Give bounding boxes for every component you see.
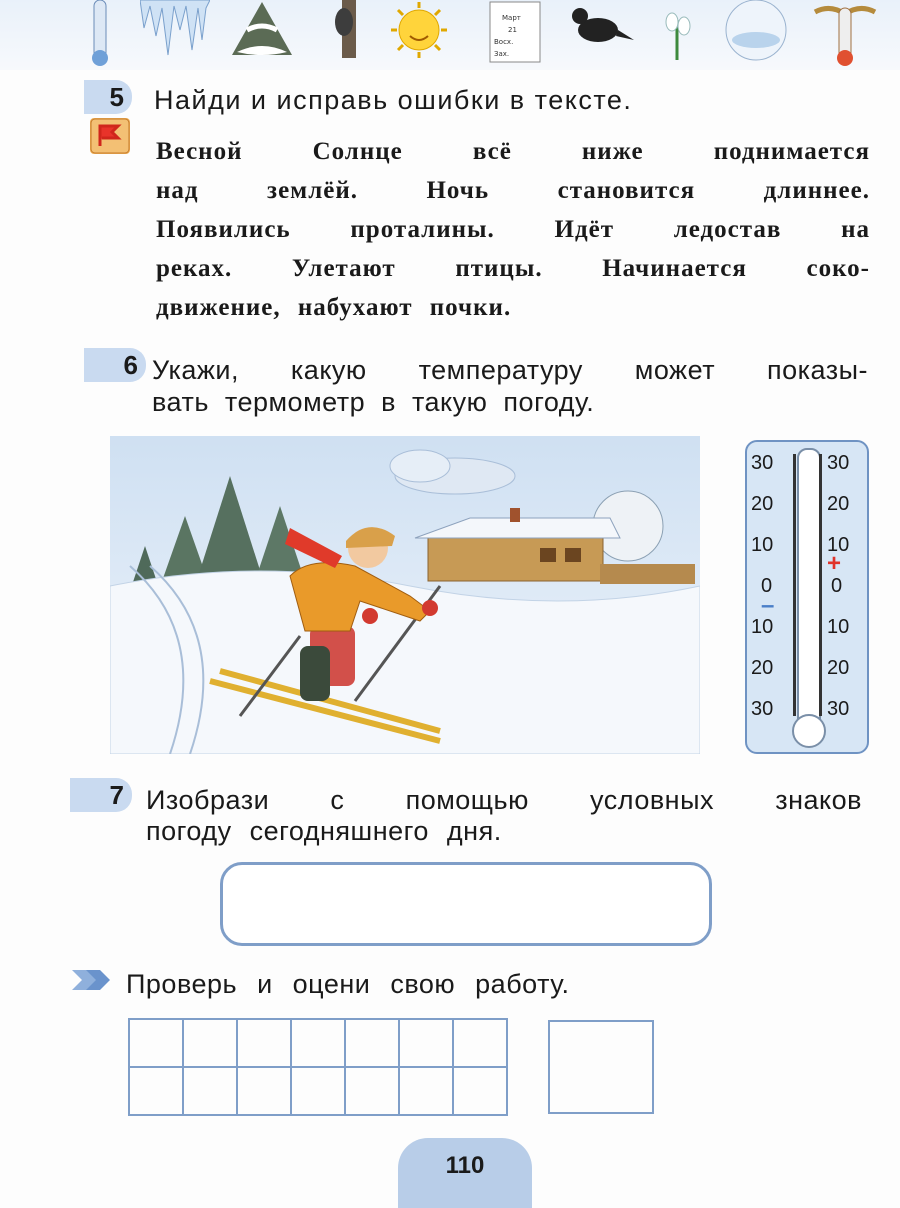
thermometer-widget[interactable] — [745, 440, 869, 754]
weather-drawing-box[interactable] — [220, 862, 712, 946]
grid-cell[interactable] — [345, 1019, 399, 1067]
right-tick-label: 10 — [827, 616, 850, 638]
thermometer-cold-icon — [80, 0, 120, 68]
task-5-line-3: Появились проталины. Идёт ледостав на — [156, 216, 870, 243]
calendar-day: 21 — [508, 26, 517, 34]
left-tick-label: 30 — [751, 698, 774, 720]
grid-cell[interactable] — [399, 1019, 453, 1067]
grid-cell[interactable] — [291, 1019, 345, 1067]
right-tick-label: 0 — [831, 575, 843, 597]
right-tick-label: 20 — [827, 657, 850, 679]
grade-box[interactable] — [548, 1020, 654, 1114]
grid-cell[interactable] — [453, 1019, 507, 1067]
calendar-sunset: Зах. — [494, 50, 510, 58]
grid-cell[interactable] — [345, 1067, 399, 1115]
task-7-number-badge — [70, 778, 132, 812]
task-5-line-4: реках. Улетают птицы. Начинается соко- — [156, 255, 870, 282]
right-tick-label: 30 — [827, 698, 850, 720]
left-tick-label: 0 — [761, 575, 773, 597]
selfcheck-text: Проверь и оцени свою работу. — [126, 969, 570, 999]
task-5-line-1: Весной Солнце всё ниже поднимается — [156, 138, 870, 165]
thermometer-tube — [797, 448, 821, 734]
skier-winter-illustration — [110, 436, 700, 754]
left-tick-label: 30 — [751, 452, 774, 474]
calendar-sunrise: Восх. — [494, 38, 514, 46]
task-5-number-badge — [84, 80, 132, 114]
right-scale — [827, 452, 867, 720]
plus-sign-icon: + — [827, 550, 842, 577]
right-tick-label: 10 — [827, 534, 850, 556]
top-icon-strip — [0, 0, 900, 70]
grid-cell[interactable] — [129, 1067, 183, 1115]
left-tick-label: 20 — [751, 657, 774, 679]
sun-icon — [384, 0, 454, 62]
snowdrop-icon — [652, 0, 702, 62]
left-tick-label: 20 — [751, 493, 774, 515]
grid-cell[interactable] — [291, 1067, 345, 1115]
snowy-tree-icon — [222, 0, 302, 60]
page-number: 110 — [398, 1138, 532, 1208]
minus-sign-icon: – — [761, 592, 775, 619]
task-7-number: 7 — [109, 779, 124, 810]
grid-cell[interactable] — [399, 1067, 453, 1115]
grid-cell[interactable] — [183, 1067, 237, 1115]
flag-icon — [90, 118, 130, 154]
grid-cell[interactable] — [129, 1019, 183, 1067]
task-5-text — [156, 132, 870, 327]
task-5-line-2: над землёй. Ночь становится длиннее. — [156, 177, 870, 204]
double-chevron-icon — [70, 968, 114, 992]
icicles-icon — [140, 0, 210, 60]
grid-cell[interactable] — [237, 1067, 291, 1115]
grid-cell[interactable] — [237, 1019, 291, 1067]
thermometer-bulb — [792, 714, 826, 748]
grid-cell[interactable] — [183, 1019, 237, 1067]
right-scale-line — [819, 454, 822, 716]
crow-icon — [566, 0, 636, 62]
task-5-line-5: движение, набухают почки. — [156, 294, 512, 321]
selfcheck-grid[interactable] — [128, 1018, 508, 1116]
left-scale — [751, 452, 791, 720]
calendar-icon — [486, 0, 546, 68]
task-5-title: Найди и исправь ошибки в тексте. — [154, 85, 633, 115]
left-tick-label: 10 — [751, 534, 774, 556]
task-6-title-line-2: вать термометр в такую погоду. — [152, 387, 595, 417]
table-row — [129, 1067, 507, 1115]
task-7-title-line-1: Изобрази с помощью условных знаков — [146, 785, 862, 815]
right-tick-label: 30 — [827, 452, 850, 474]
task-6-number-badge — [84, 348, 146, 382]
task-6-title-line-1: Укажи, какую температуру может показы- — [152, 355, 868, 385]
right-tick-label: 20 — [827, 493, 850, 515]
grid-cell[interactable] — [453, 1067, 507, 1115]
left-tick-label: 10 — [751, 616, 774, 638]
bird-on-branch-icon — [322, 0, 372, 62]
thermometer-warm-icon — [810, 0, 880, 68]
left-scale-line — [793, 454, 796, 716]
task-6-number: 6 — [123, 349, 138, 380]
task-5-number: 5 — [109, 81, 124, 112]
table-row — [129, 1019, 507, 1067]
calendar-month: Март — [502, 14, 521, 22]
task-7-title-line-2: погоду сегодняшнего дня. — [146, 816, 502, 846]
frozen-pond-icon — [720, 0, 792, 64]
